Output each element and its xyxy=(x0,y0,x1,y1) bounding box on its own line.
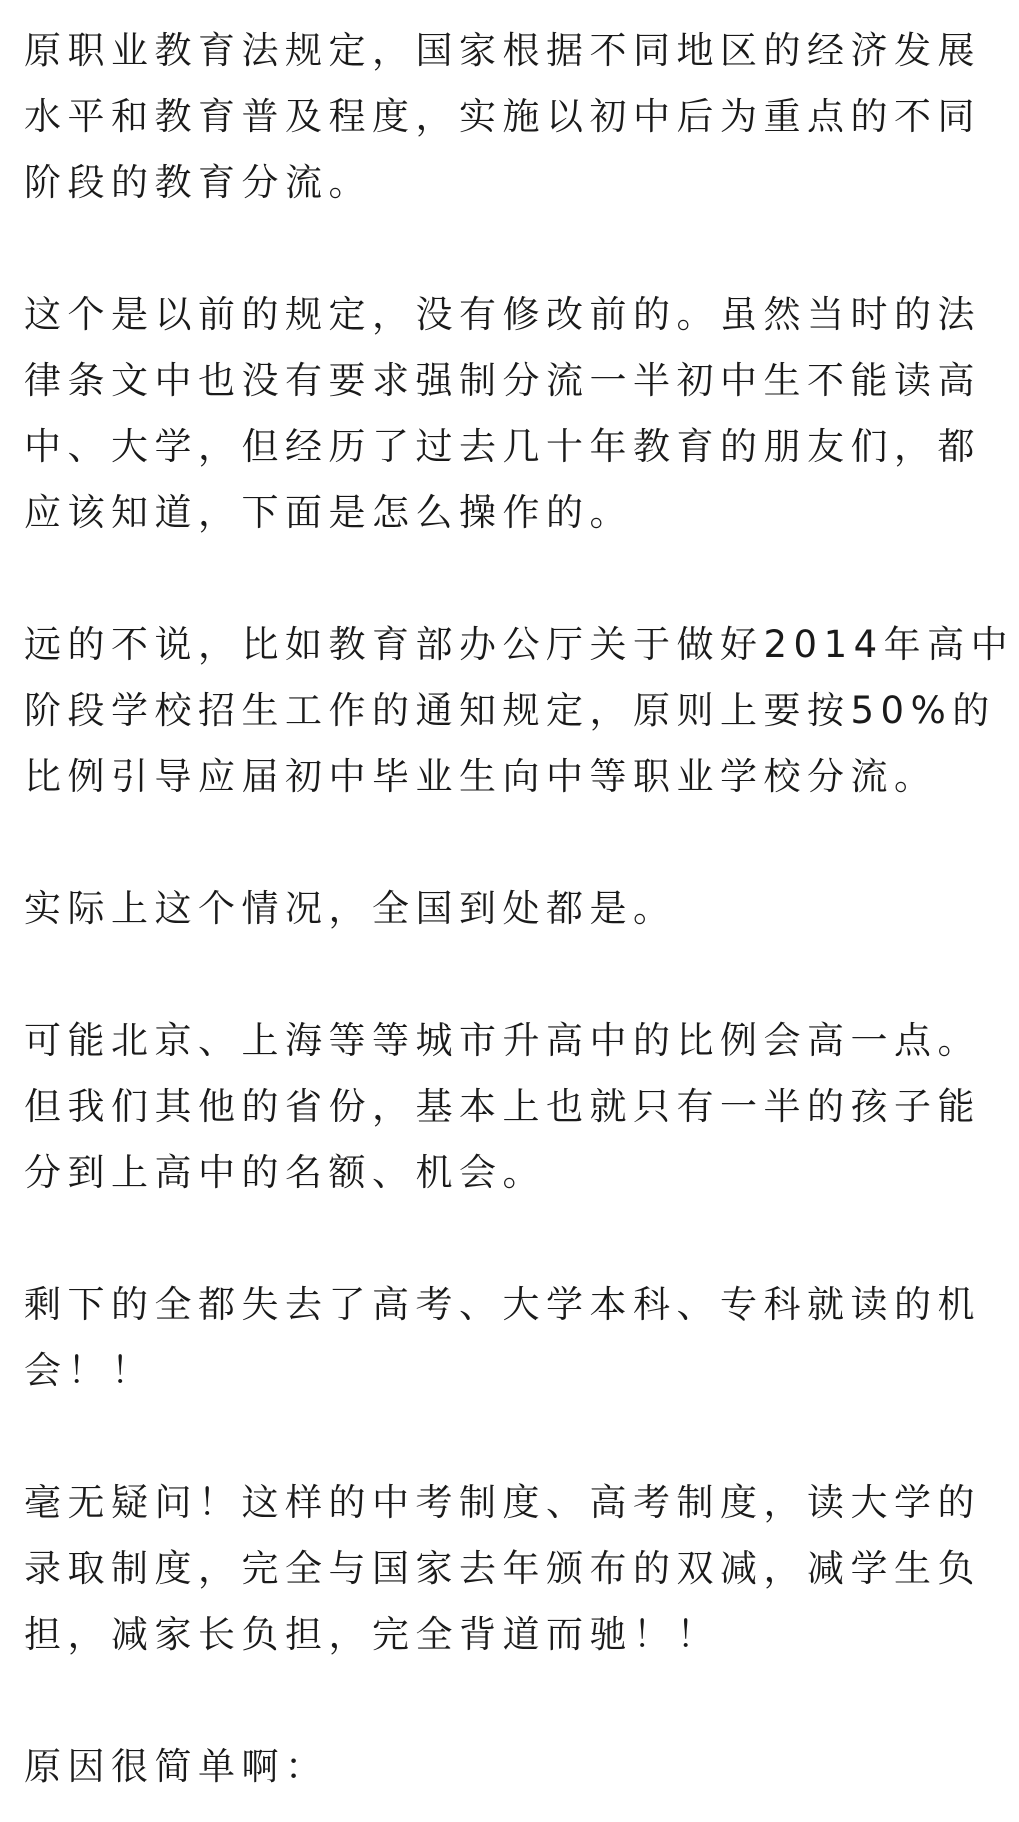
paragraph-vocational-law xyxy=(24,18,1004,216)
paragraph-2014-notice xyxy=(24,612,1015,810)
paragraph-reason xyxy=(24,1734,1004,1800)
text-line: 原职业教育法规定，国家根据不同地区的经济发展 xyxy=(24,29,981,72)
text-line: 律条文中也没有要求强制分流一半初中生不能读高 xyxy=(24,359,981,402)
text-line: 水平和教育普及程度，实施以初中后为重点的不同 xyxy=(24,95,981,138)
text-line: 原因很简单啊： xyxy=(24,1745,329,1788)
text-line: 远的不说，比如教育部办公厅关于做好2014年高中 xyxy=(24,623,1015,666)
text-line: 剩下的全都失去了高考、大学本科、专科就读的机 xyxy=(24,1283,981,1326)
text-line: 录取制度，完全与国家去年颁布的双减，减学生负 xyxy=(24,1547,981,1590)
text-line: 毫无疑问！这样的中考制度、高考制度，读大学的 xyxy=(24,1481,981,1524)
paragraph-nationwide xyxy=(24,876,1004,942)
text-line: 会！！ xyxy=(24,1349,155,1392)
paragraph-previous-rule xyxy=(24,282,1004,546)
text-line: 但我们其他的省份，基本上也就只有一半的孩子能 xyxy=(24,1085,981,1128)
text-line: 阶段的教育分流。 xyxy=(24,161,372,204)
paragraph-lost-opportunity xyxy=(24,1272,1004,1404)
text-line: 应该知道，下面是怎么操作的。 xyxy=(24,491,633,534)
text-line: 这个是以前的规定，没有修改前的。虽然当时的法 xyxy=(24,293,981,336)
text-line: 担，减家长负担，完全背道而驰！！ xyxy=(24,1613,720,1656)
text-line: 实际上这个情况，全国到处都是。 xyxy=(24,887,677,930)
paragraph-double-reduction xyxy=(24,1470,1004,1668)
text-line: 中、大学，但经历了过去几十年教育的朋友们，都 xyxy=(24,425,981,468)
text-line: 阶段学校招生工作的通知规定，原则上要按50%的 xyxy=(24,689,996,732)
text-line: 可能北京、上海等等城市升高中的比例会高一点。 xyxy=(24,1019,981,1062)
text-line: 分到上高中的名额、机会。 xyxy=(24,1151,546,1194)
paragraph-city-ratio xyxy=(24,1008,1004,1206)
text-line: 比例引导应届初中毕业生向中等职业学校分流。 xyxy=(24,755,938,798)
article-body xyxy=(24,18,1015,1800)
